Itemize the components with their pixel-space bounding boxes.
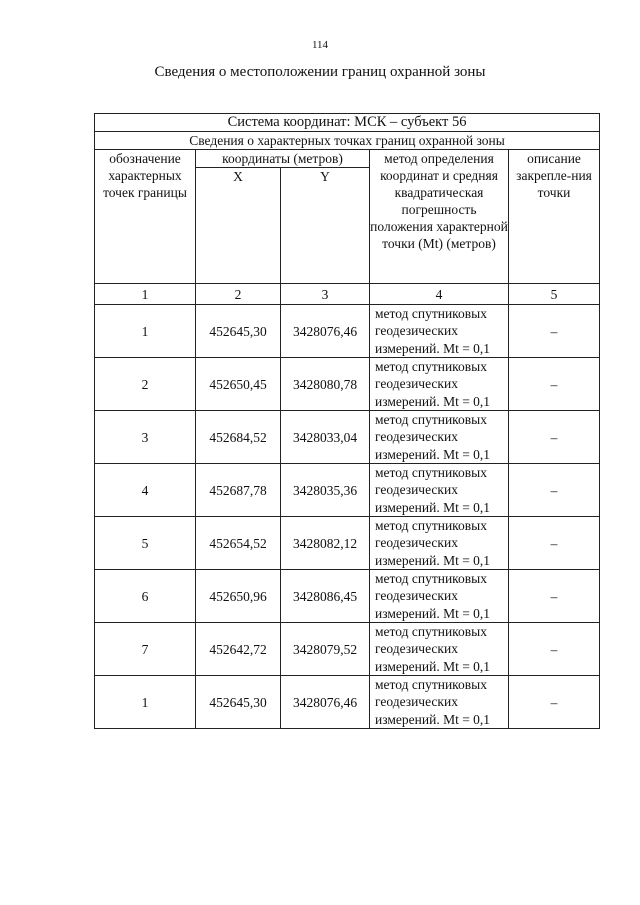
method-cell: метод спутниковых геодезических измерений. Mt = 0,1: [370, 464, 509, 517]
column-number: 3: [281, 284, 370, 305]
x-header: X: [196, 168, 281, 284]
boundary-points-table: [94, 113, 600, 729]
description-cell: –: [509, 570, 600, 623]
table-row: [95, 464, 600, 517]
table-row: [95, 358, 600, 411]
table-row: [95, 305, 600, 358]
method-header: метод определения координат и средняя квадратическая погрешность положения характерной точки (Mt) (метров): [370, 150, 509, 284]
description-cell: –: [509, 464, 600, 517]
y-cell: 3428076,46: [281, 676, 370, 729]
description-cell: –: [509, 623, 600, 676]
column-number: 4: [370, 284, 509, 305]
method-cell: метод спутниковых геодезических измерений. Mt = 0,1: [370, 305, 509, 358]
table-row: [95, 676, 600, 729]
table-body: [95, 114, 600, 729]
x-cell: 452645,30: [196, 305, 281, 358]
description-cell: –: [509, 517, 600, 570]
point-cell: 1: [95, 305, 196, 358]
column-number: 1: [95, 284, 196, 305]
x-cell: 452645,30: [196, 676, 281, 729]
coordinates-header: координаты (метров): [196, 150, 370, 168]
coordinate-system-header: Система координат: МСК – субъект 56: [95, 114, 600, 132]
description-cell: –: [509, 358, 600, 411]
point-cell: 4: [95, 464, 196, 517]
description-cell: –: [509, 676, 600, 729]
x-cell: 452687,78: [196, 464, 281, 517]
point-cell: 5: [95, 517, 196, 570]
point-cell: 7: [95, 623, 196, 676]
x-cell: 452642,72: [196, 623, 281, 676]
document-title: Сведения о местоположении границ охранной зоны: [154, 64, 486, 80]
table-row: [95, 517, 600, 570]
column-number-row: [95, 284, 600, 305]
description-cell: –: [509, 305, 600, 358]
column-number: 5: [509, 284, 600, 305]
method-cell: метод спутниковых геодезических измерений. Mt = 0,1: [370, 623, 509, 676]
x-cell: 452684,52: [196, 411, 281, 464]
table-row: [95, 411, 600, 464]
table-row: [95, 623, 600, 676]
point-designation-header: обозначение характерных точек границы: [95, 150, 196, 284]
point-cell: 2: [95, 358, 196, 411]
method-cell: метод спутниковых геодезических измерений. Mt = 0,1: [370, 676, 509, 729]
y-cell: 3428033,04: [281, 411, 370, 464]
x-cell: 452650,45: [196, 358, 281, 411]
page-number: 114: [311, 39, 329, 51]
column-number: 2: [196, 284, 281, 305]
table-row: [95, 570, 600, 623]
description-header: описание закрепле-ния точки: [509, 150, 600, 284]
method-cell: метод спутниковых геодезических измерений. Mt = 0,1: [370, 358, 509, 411]
table-subtitle: Сведения о характерных точках границ охранной зоны: [95, 132, 600, 150]
x-cell: 452650,96: [196, 570, 281, 623]
y-header: Y: [281, 168, 370, 284]
point-cell: 1: [95, 676, 196, 729]
method-cell: метод спутниковых геодезических измерений. Mt = 0,1: [370, 517, 509, 570]
method-cell: метод спутниковых геодезических измерений. Mt = 0,1: [370, 570, 509, 623]
point-cell: 6: [95, 570, 196, 623]
x-cell: 452654,52: [196, 517, 281, 570]
y-cell: 3428076,46: [281, 305, 370, 358]
y-cell: 3428080,78: [281, 358, 370, 411]
point-cell: 3: [95, 411, 196, 464]
y-cell: 3428086,45: [281, 570, 370, 623]
y-cell: 3428079,52: [281, 623, 370, 676]
y-cell: 3428082,12: [281, 517, 370, 570]
description-cell: –: [509, 411, 600, 464]
method-cell: метод спутниковых геодезических измерений. Mt = 0,1: [370, 411, 509, 464]
y-cell: 3428035,36: [281, 464, 370, 517]
